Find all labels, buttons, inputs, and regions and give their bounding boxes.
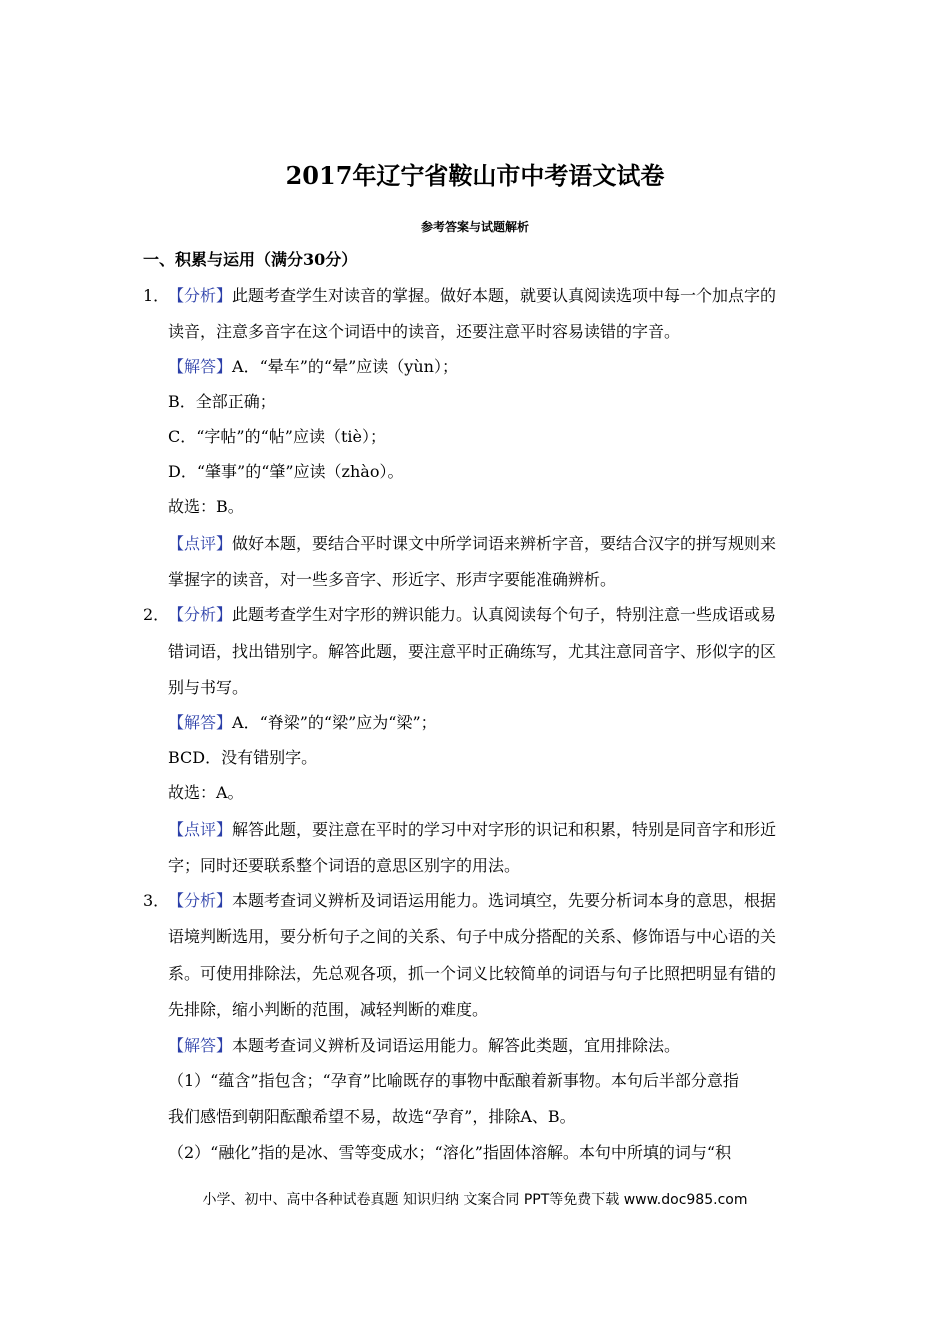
answer-line: 【解答】本题考查词义辨析及词语运用能力。解答此类题，宜用排除法。 [168, 1036, 681, 1055]
comment-tag: 【点评】 [168, 534, 233, 553]
answer-line: 【解答】A．“晕车”的“晕”应读（yùn）； [168, 357, 458, 376]
analysis-line: 语境判断选用，要分析句子之间的关系、句子中成分搭配的关系、修饰语与中心语的关 [168, 927, 777, 946]
answer-tag: 【解答】 [168, 1036, 233, 1055]
question-number: 1． [143, 286, 170, 305]
analysis-line: 【分析】此题考查学生对字形的辨识能力。认真阅读每个句子，特别注意一些成语或易 [168, 605, 777, 624]
analysis-line: 先排除，缩小判断的范围，减轻判断的难度。 [168, 1000, 489, 1019]
analysis-tag: 【分析】 [168, 891, 233, 910]
comment-line: 【点评】解答此题，要注意在平时的学习中对字形的识记和积累，特别是同音字和形近 [168, 820, 777, 839]
analysis-line: 错词语，找出错别字。解答此题，要注意平时正确练写，尤其注意同音字、形似字的区 [168, 642, 777, 661]
answer-line: D．“肇事”的“肇”应读（zhào）。 [168, 462, 404, 481]
comment-tag: 【点评】 [168, 820, 233, 839]
answer-line: 【解答】A．“脊梁”的“梁”应为“梁”； [168, 713, 437, 732]
choice-line: 故选：A。 [168, 783, 244, 802]
answer-item: （1）“蕴含”指包含；“孕育”比喻既存的事物中酝酿着新事物。本句后半部分意指 [168, 1071, 739, 1090]
choice-line: 故选：B。 [168, 497, 244, 516]
answer-item: 我们感悟到朝阳酝酿希望不易，故选“孕育”，排除A、B。 [168, 1107, 576, 1126]
page-footer: 小学、初中、高中各种试卷真题 知识归纳 文案合同 PPT等免费下载 www.doc985.com [202, 1192, 748, 1208]
analysis-line: 读音，注意多音字在这个词语中的读音，还要注意平时容易读错的字音。 [168, 322, 681, 341]
answer-item: （2）“融化”指的是冰、雪等变成水；“溶化”指固体溶解。本句中所填的词与“积 [168, 1143, 732, 1162]
analysis-line: 别与书写。 [168, 678, 249, 697]
analysis-line: 【分析】此题考查学生对读音的掌握。做好本题，就要认真阅读选项中每一个加点字的 [168, 286, 777, 305]
question-number: 2． [143, 605, 170, 624]
answer-line: B．全部正确； [168, 392, 276, 411]
answer-tag: 【解答】 [168, 713, 233, 732]
page-subtitle: 参考答案与试题解析 [420, 220, 529, 234]
answer-line: BCD．没有错别字。 [168, 748, 318, 767]
comment-line: 【点评】做好本题，要结合平时课文中所学词语来辨析字音，要结合汉字的拼写规则来 [168, 534, 777, 553]
comment-line: 掌握字的读音，对一些多音字、形近字、形声字要能准确辨析。 [168, 570, 617, 589]
answer-line: C．“字帖”的“帖”应读（tiè）； [168, 427, 386, 446]
analysis-line: 【分析】本题考查词义辨析及词语运用能力。选词填空，先要分析词本身的意思，根据 [168, 891, 777, 910]
page-title: 2017年辽宁省鞍山市中考语文试卷 [285, 161, 665, 190]
question-number: 3． [143, 891, 170, 910]
comment-line: 字；同时还要联系整个词语的意思区别字的用法。 [168, 856, 521, 875]
analysis-tag: 【分析】 [168, 286, 233, 305]
analysis-tag: 【分析】 [168, 605, 233, 624]
section-heading: 一、积累与运用（满分30分） [143, 250, 358, 269]
answer-tag: 【解答】 [168, 357, 233, 376]
analysis-line: 系。可使用排除法，先总观各项，抓一个词义比较简单的词语与句子比照把明显有错的 [168, 964, 777, 983]
